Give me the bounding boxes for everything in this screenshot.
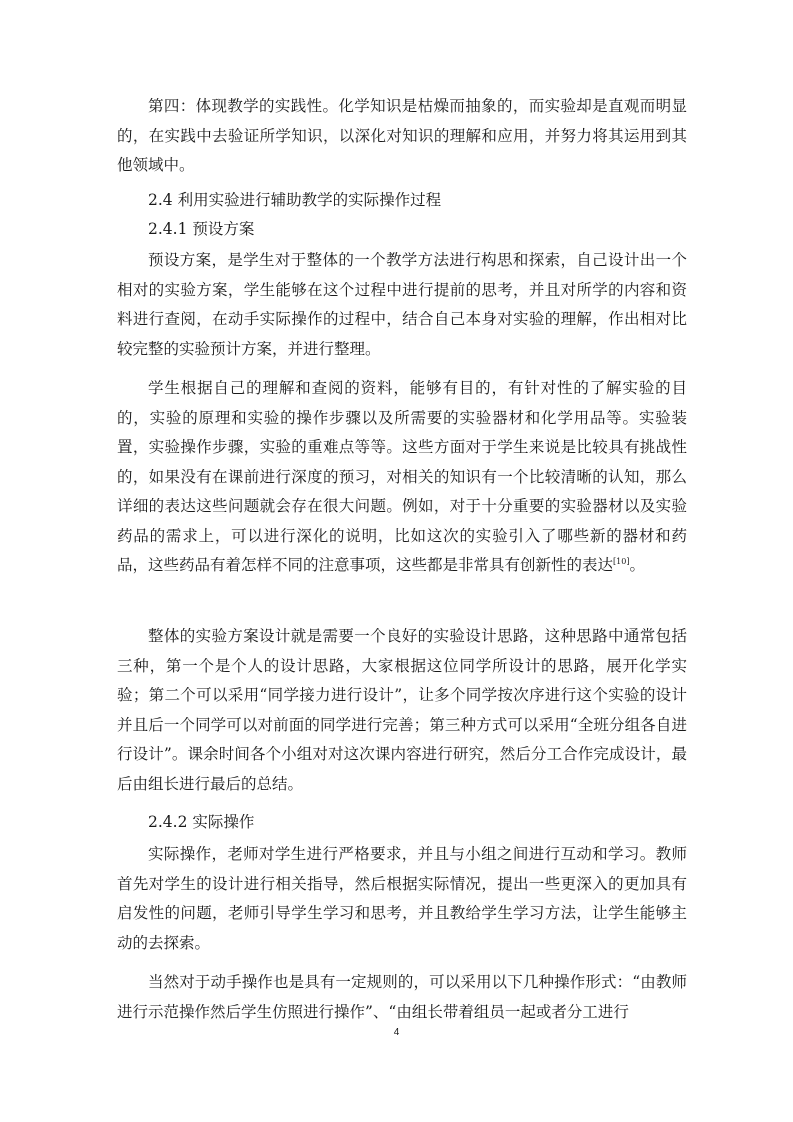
citation-marker: [10] <box>613 556 630 566</box>
paragraph-practical-operation: 实际操作，老师对学生进行严格要求，并且与小组之间进行互动和学习。教师首先对学生的设计进行相关指导，然后根据实际情况，提出一些更深入的更加具有启发性的问题，老师引导学生学习和思考，并且教给学生学习方法，让学生能够主动的去探索。 <box>117 845 687 952</box>
paragraph-student-research-text: 学生根据自己的理解和查阅的资料，能够有目的，有针对性的了解实验的目的，实验的原理和实验的操作步骤以及所需要的实验器材和化学用品等。实验装置，实验操作步骤，实验的重难点等等。这些方面对于学生来说是比较具有挑战性的，如果没有在课前进行深度的预习，对相关的知识有一个比较清晰的认知，那么详细的表达这些问题就会存在很大问题。例如，对于十分重要的实验器材以及实验药品的需求上，可以进行深化的说明，比如这次的实验引入了哪些新的器材和药品，这些药品有着怎样不同的注意事项，这些都是非常具有创新性的表达 <box>117 379 687 574</box>
paragraph-operation-forms: 当然对于动手操作也是具有一定规则的，可以采用以下几种操作形式：“由教师进行示范操作然后学生仿照进行操作”、“由组长带着组员一起或者分工进行 <box>117 973 687 1021</box>
section-heading-2-4: 2.4 利用实验进行辅助教学的实际操作过程 <box>148 191 442 209</box>
paragraph-practice: 第四：体现教学的实践性。化学知识是枯燥而抽象的，而实验却是直观而明显的，在实践中去验证所学知识，以深化对知识的理解和应用，并努力将其运用到其他领域中。 <box>117 97 687 174</box>
paragraph-student-research <box>117 374 687 581</box>
paragraph-end-mark: 。 <box>629 556 645 574</box>
paragraph-design-approach: 整体的实验方案设计就是需要一个良好的实验设计思路，这种思路中通常包括三种，第一个是个人的设计思路，大家根据这位同学所设计的思路，展开化学实验；第二个可以采用“同学接力进行设计”，让多个同学按次序进行这个实验的设计并且后一个同学可以对前面的同学进行完善；第三种方式可以采用“全班分组各自进行设计”。课余时间各个小组对对这次课内容进行研究，然后分工合作完成设计，最后由组长进行最后的总结。 <box>117 627 687 793</box>
subsection-heading-2-4-2: 2.4.2 实际操作 <box>148 813 255 831</box>
subsection-heading-2-4-1: 2.4.1 预设方案 <box>148 220 255 238</box>
page-number: 4 <box>393 1027 400 1038</box>
paragraph-preset-plan: 预设方案，是学生对于整体的一个教学方法进行构思和探索，自己设计出一个相对的实验方案，学生能够在这个过程中进行提前的思考，并且对所学的内容和资料进行查阅，在动手实际操作的过程中，结合自己本身对实验的理解，作出相对比较完整的实验预计方案，并进行整理。 <box>117 251 687 358</box>
